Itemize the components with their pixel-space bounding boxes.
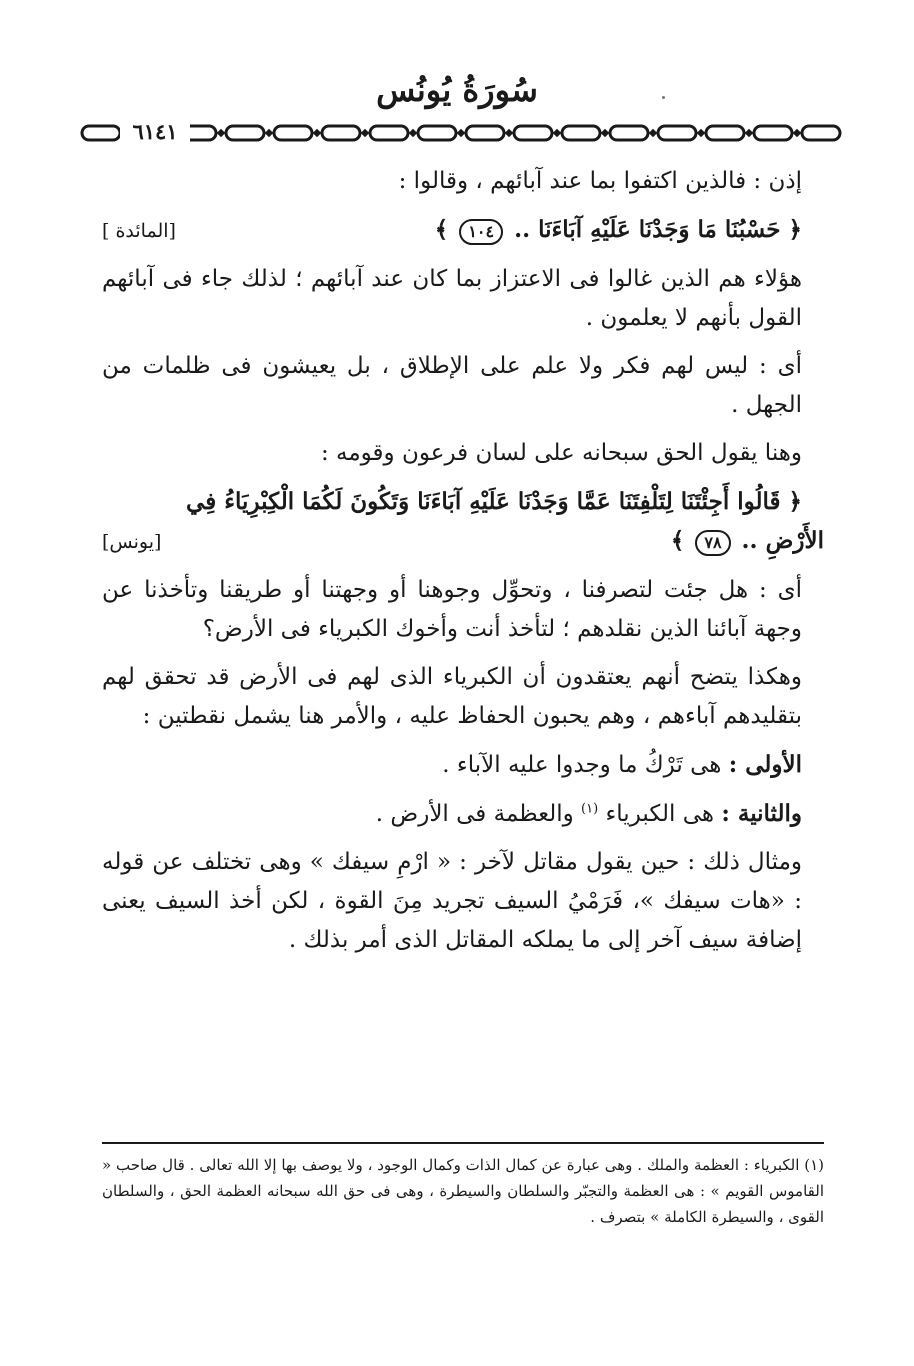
chain-dot [553,129,561,137]
verse-bracket: ﴾ [670,527,685,554]
surah-reference: [يونس] [102,531,162,553]
chain-dot [361,129,369,137]
verse-words: ﴿ حَسْبُنَا مَا وَجَدْنَا عَلَيْهِ آبَاءَنَا .. [514,216,802,243]
chain-link [706,126,744,140]
point-label: الأولى : [728,751,802,778]
chain-dot [313,129,321,137]
footnote [102,1152,824,1230]
chain-link [658,126,696,140]
chain-link [610,126,648,140]
ayah-number: ٧٨ [695,530,730,556]
surah-title: سُورَةُ يُونُس [376,71,538,109]
chain-dot [217,129,225,137]
point-label: والثانية : [721,800,802,827]
chain-link [514,126,552,140]
ayah-number: ١٠٤ [459,219,503,245]
paragraph: ومثال ذلك : حين يقول مقاتل لآخر : « ارْمِ سيفك » وهى تختلف عن قوله : «هات سيفك »، فَرَمْيُ السيف تجريد مِنَ القوة ، لكن أخذ السيف يعنى إضافة سيف آخر إلى ما يملكه المقاتل الذى أمر بذلك . [102,849,803,953]
chain-link [322,126,360,140]
footnote-marker: (١) [581,801,599,817]
quran-verse [102,482,824,562]
quran-verse [102,210,824,251]
surah-reference: [المائدة ] [102,220,176,242]
paragraph: أى : هل جئت لتصرفنا ، وتحوِّل وجوهنا أو وجهتنا أو طريقنا وتأخذنا عن وجهة آبائنا الذين نقلدهم ؛ لتأخذ أنت وأخوك الكبرياء فى الأرض؟ [102,577,802,642]
point-text: هى الكبرياء [605,801,715,827]
chain-link [466,126,504,140]
chain-dot [601,129,609,137]
chain-link [418,126,456,140]
chain-link [562,126,600,140]
footnote-text: (١) الكبرياء : العظمة والملك . وهى عبارة عن كمال الذات وكمال الوجود ، ولا يوصف بها إلا الله تعالى . قال صاحب « القاموس القويم » : هى العظمة والتجبّر والسلطان والسيطرة ، وهى فى حق الله سبحانه العظمة الحق ، والسلطان القوى ، والسيطرة الكاملة » بتصرف . [102,1156,824,1226]
chain-dot [505,129,513,137]
verse-words: الأَرْضِ .. [741,527,824,554]
chain-dot [457,129,465,137]
chain-link [226,126,264,140]
paragraph: وهنا يقول الحق سبحانه على لسان فرعون وقومه : [320,440,802,466]
paragraph: أى : ليس لهم فكر ولا علم على الإطلاق ، بل يعيشون فى ظلمات من الجهل . [102,353,802,418]
chain-link [274,126,312,140]
paragraph: إذن : فالذين اكتفوا بما عند آبائهم ، وقالوا : [398,168,802,194]
chain-dot [793,129,801,137]
point-text: هى تَرْكُ ما وجدوا عليه الآباء . [442,752,722,778]
chain-link [754,126,792,140]
point-item [102,794,824,834]
paragraph: وهكذا يتضح أنهم يعتقدون أن الكبرياء الذى لهم فى الأرض قد تحقق لهم بتقليدهم آباءهم ، وهم يحبون الحفاظ عليه ، والأمر هنا يشمل نقطتين : [102,664,802,729]
verse-text [671,521,824,560]
verse-bracket: ﴾ [434,216,449,243]
body-text [102,162,824,969]
chain-dot [265,129,273,137]
paragraph: هؤلاء هم الذين غالوا فى الاعتزاز بما كان عند آبائهم ؛ لذلك جاء فى آبائهم القول بأنهم لا يعلمون . [102,266,802,331]
verse-line [102,521,824,562]
chain-link [82,126,120,140]
chain-link [370,126,408,140]
chain-dot [409,129,417,137]
chain-dot [697,129,705,137]
point-text: والعظمة فى الأرض . [375,801,574,827]
verse-line: ﴿ قَالُوا أَجِئْتَنَا لِتَلْفِتَنَا عَمَّا وَجَدْنَا عَلَيْهِ آبَاءَنَا وَتَكُونَ لَكُمَا الْكِبْرِيَاءُ فِي [186,488,802,515]
chain-link [802,126,840,140]
ornamental-border [80,118,845,148]
chain-dot [649,129,657,137]
footnote-divider [102,1142,824,1144]
point-item [102,745,824,785]
verse-text [435,210,802,249]
page-number: ٦١٤١ [120,117,190,147]
chain-dot [745,129,753,137]
